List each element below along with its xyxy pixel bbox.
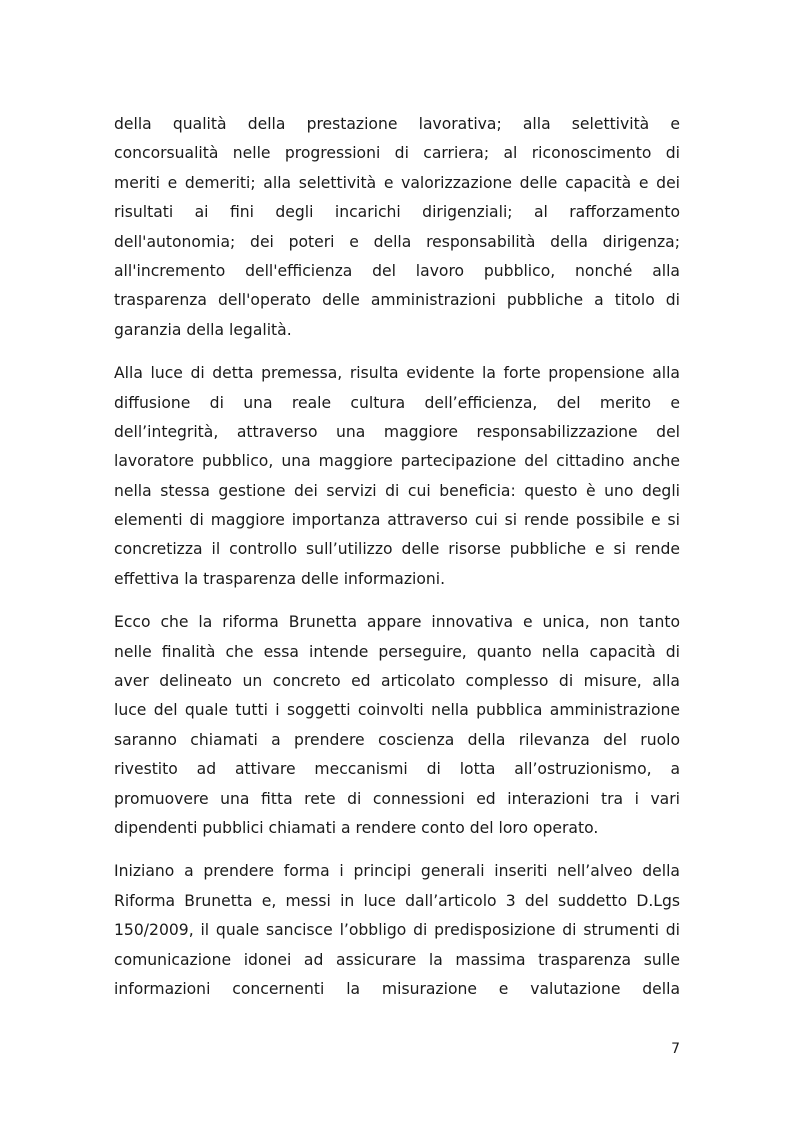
text-line: effettiva la trasparenza delle informazioni. [114, 569, 446, 588]
paragraph [114, 857, 680, 1004]
text-line: dipendenti pubblici chiamati a rendere conto del loro operato. [114, 818, 599, 837]
text-line: informazioni concernenti la misurazione e valutazione della [114, 979, 680, 998]
text-line: promuovere una fitta rete di connessioni ed interazioni tra i vari [114, 789, 680, 808]
text-line: saranno chiamati a prendere coscienza della rilevanza del ruolo [114, 730, 680, 749]
text-line: della qualità della prestazione lavorativa; alla selettività e [114, 115, 680, 133]
text-line: nelle finalità che essa intende perseguire, quanto nella capacità di [114, 642, 680, 661]
text-line: comunicazione idonei ad assicurare la massima trasparenza sulle [114, 950, 680, 969]
text-line: concretizza il controllo sull’utilizzo delle risorse pubbliche e si rende [114, 540, 680, 559]
text-line: 150/2009, il quale sancisce l’obbligo di predisposizione di strumenti di [114, 921, 680, 940]
text-line: meriti e demeriti; alla selettività e valorizzazione delle capacità e dei [114, 173, 680, 192]
text-line: luce del quale tutti i soggetti coinvolti nella pubblica amministrazione [114, 701, 680, 720]
text-line: elementi di maggiore importanza attraverso cui si rende possibile e si [114, 511, 680, 530]
body-text [114, 110, 680, 1018]
text-line: concorsualità nelle progressioni di carriera; al riconoscimento di [114, 144, 680, 163]
text-line: all'incremento dell'efficienza del lavoro pubblico, nonché alla [114, 261, 680, 280]
text-line: Alla luce di detta premessa, risulta evidente la forte propensione alla [114, 364, 680, 383]
paragraph [114, 608, 680, 843]
text-line: Iniziano a prendere forma i principi generali inseriti nell’alveo della [114, 862, 680, 881]
text-line: aver delineato un concreto ed articolato complesso di misure, alla [114, 672, 680, 691]
text-line: risultati ai fini degli incarichi dirigenziali; al rafforzamento [114, 203, 680, 222]
text-line: nella stessa gestione dei servizi di cui beneficia: questo è uno degli [114, 481, 680, 500]
text-line: Ecco che la riforma Brunetta appare innovativa e unica, non tanto [114, 613, 680, 632]
page-number: 7 [671, 1041, 680, 1057]
text-line: garanzia della legalità. [114, 320, 292, 339]
paragraph [114, 110, 680, 345]
text-line: lavoratore pubblico, una maggiore partecipazione del cittadino anche [114, 452, 680, 471]
text-line: diffusione di una reale cultura dell’efficienza, del merito e [114, 393, 680, 412]
text-line: dell’integrità, attraverso una maggiore responsabilizzazione del [114, 422, 680, 441]
paragraph [114, 359, 680, 594]
text-line: rivestito ad attivare meccanismi di lotta all’ostruzionismo, a [114, 760, 680, 779]
text-line: Riforma Brunetta e, messi in luce dall’articolo 3 del suddetto D.Lgs [114, 891, 680, 910]
text-line: trasparenza dell'operato delle amministrazioni pubbliche a titolo di [114, 291, 680, 310]
text-line: dell'autonomia; dei poteri e della responsabilità della dirigenza; [114, 232, 680, 251]
